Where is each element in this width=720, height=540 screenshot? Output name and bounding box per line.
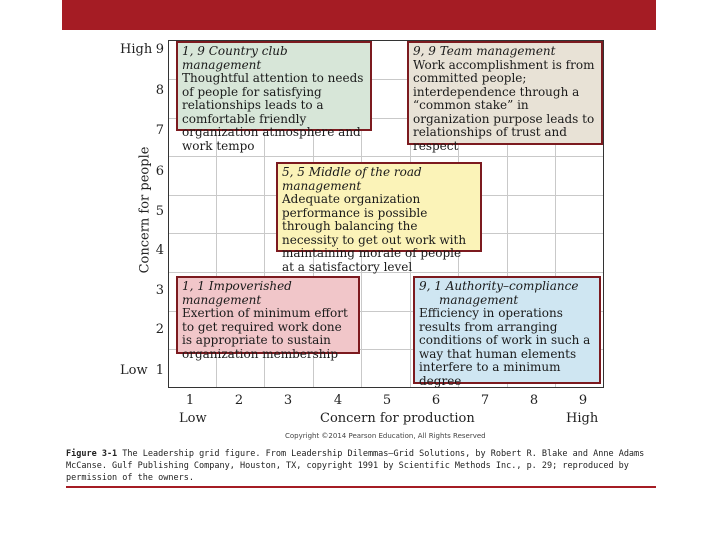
y-tick: 1 (155, 363, 164, 378)
y-axis-low: Low (120, 363, 148, 378)
y-tick: 8 (155, 83, 164, 98)
box-title: 1, 9 Country club management (182, 44, 288, 72)
x-axis-label: Concern for production (320, 411, 475, 426)
box-title-continued: management (439, 292, 519, 307)
box-title: 1, 1 Impoverished management (182, 279, 292, 307)
box-country-club-management (176, 41, 372, 153)
y-tick: 4 (155, 243, 164, 258)
y-tick: 2 (155, 322, 164, 337)
caption-text: The Leadership grid figure. From Leadership Dilemmas—Grid Solutions, by Robert R. Blake and Anne Adams McCanse. Gulf Publishing Company, Houston, TX, copyright 1991 by Scientific Methods Inc., p. 29; reproduced by permission of the owners. (66, 449, 645, 483)
box-team-management (407, 41, 603, 153)
box-text: Adequate organization performance is possible through balancing the necessity to get out work with maintaining morale of people at a satisfactory level (282, 192, 467, 274)
top-accent-bar (62, 0, 656, 30)
x-tick: 3 (283, 393, 293, 408)
x-axis-low: Low (179, 411, 207, 426)
box-impoverished-management (176, 276, 360, 361)
y-tick: 3 (155, 283, 164, 298)
box-title: 9, 9 Team management (413, 44, 556, 58)
x-tick: 2 (234, 393, 244, 408)
x-tick: 6 (431, 393, 441, 408)
box-text: Work accomplishment is from committed people; interdependence through a “common stake” in organization purpose leads to relationships of trust and respect (413, 57, 595, 153)
y-axis-label: Concern for people (137, 146, 153, 274)
y-axis-high: High (120, 42, 153, 57)
caption-label: Figure 3-1 (66, 449, 118, 459)
x-tick: 9 (578, 393, 588, 408)
y-tick: 6 (155, 164, 164, 179)
x-tick: 7 (480, 393, 490, 408)
box-text: Thoughtful attention to needs of people for satisfying relationships leads to a comfortable friendly organization atmosphere and work tempo (182, 71, 364, 153)
box-title: 5, 5 Middle of the road management (282, 165, 422, 193)
copyright-notice: Copyright ©2014 Pearson Education, All Rights Reserved (285, 432, 486, 440)
box-text: Efficiency in operations results from arranging conditions of work in such a way that human elements interfere to a minimum degree (419, 306, 591, 388)
box-middle-of-the-road-management (276, 162, 482, 274)
x-tick: 4 (333, 393, 343, 408)
x-tick: 5 (382, 393, 392, 408)
figure-caption (66, 448, 656, 484)
box-text: Exertion of minimum effort to get required work done is appropriate to sustain organization membership (182, 306, 348, 361)
y-tick: 5 (155, 204, 164, 219)
bottom-accent-line (66, 486, 656, 488)
x-tick: 1 (185, 393, 195, 408)
x-axis-high: High (566, 411, 599, 426)
y-tick: 9 (155, 42, 164, 57)
box-authority-compliance-management (413, 276, 601, 388)
y-tick: 7 (155, 123, 164, 138)
x-tick: 8 (529, 393, 539, 408)
box-title: 9, 1 Authority–compliance (419, 279, 579, 293)
